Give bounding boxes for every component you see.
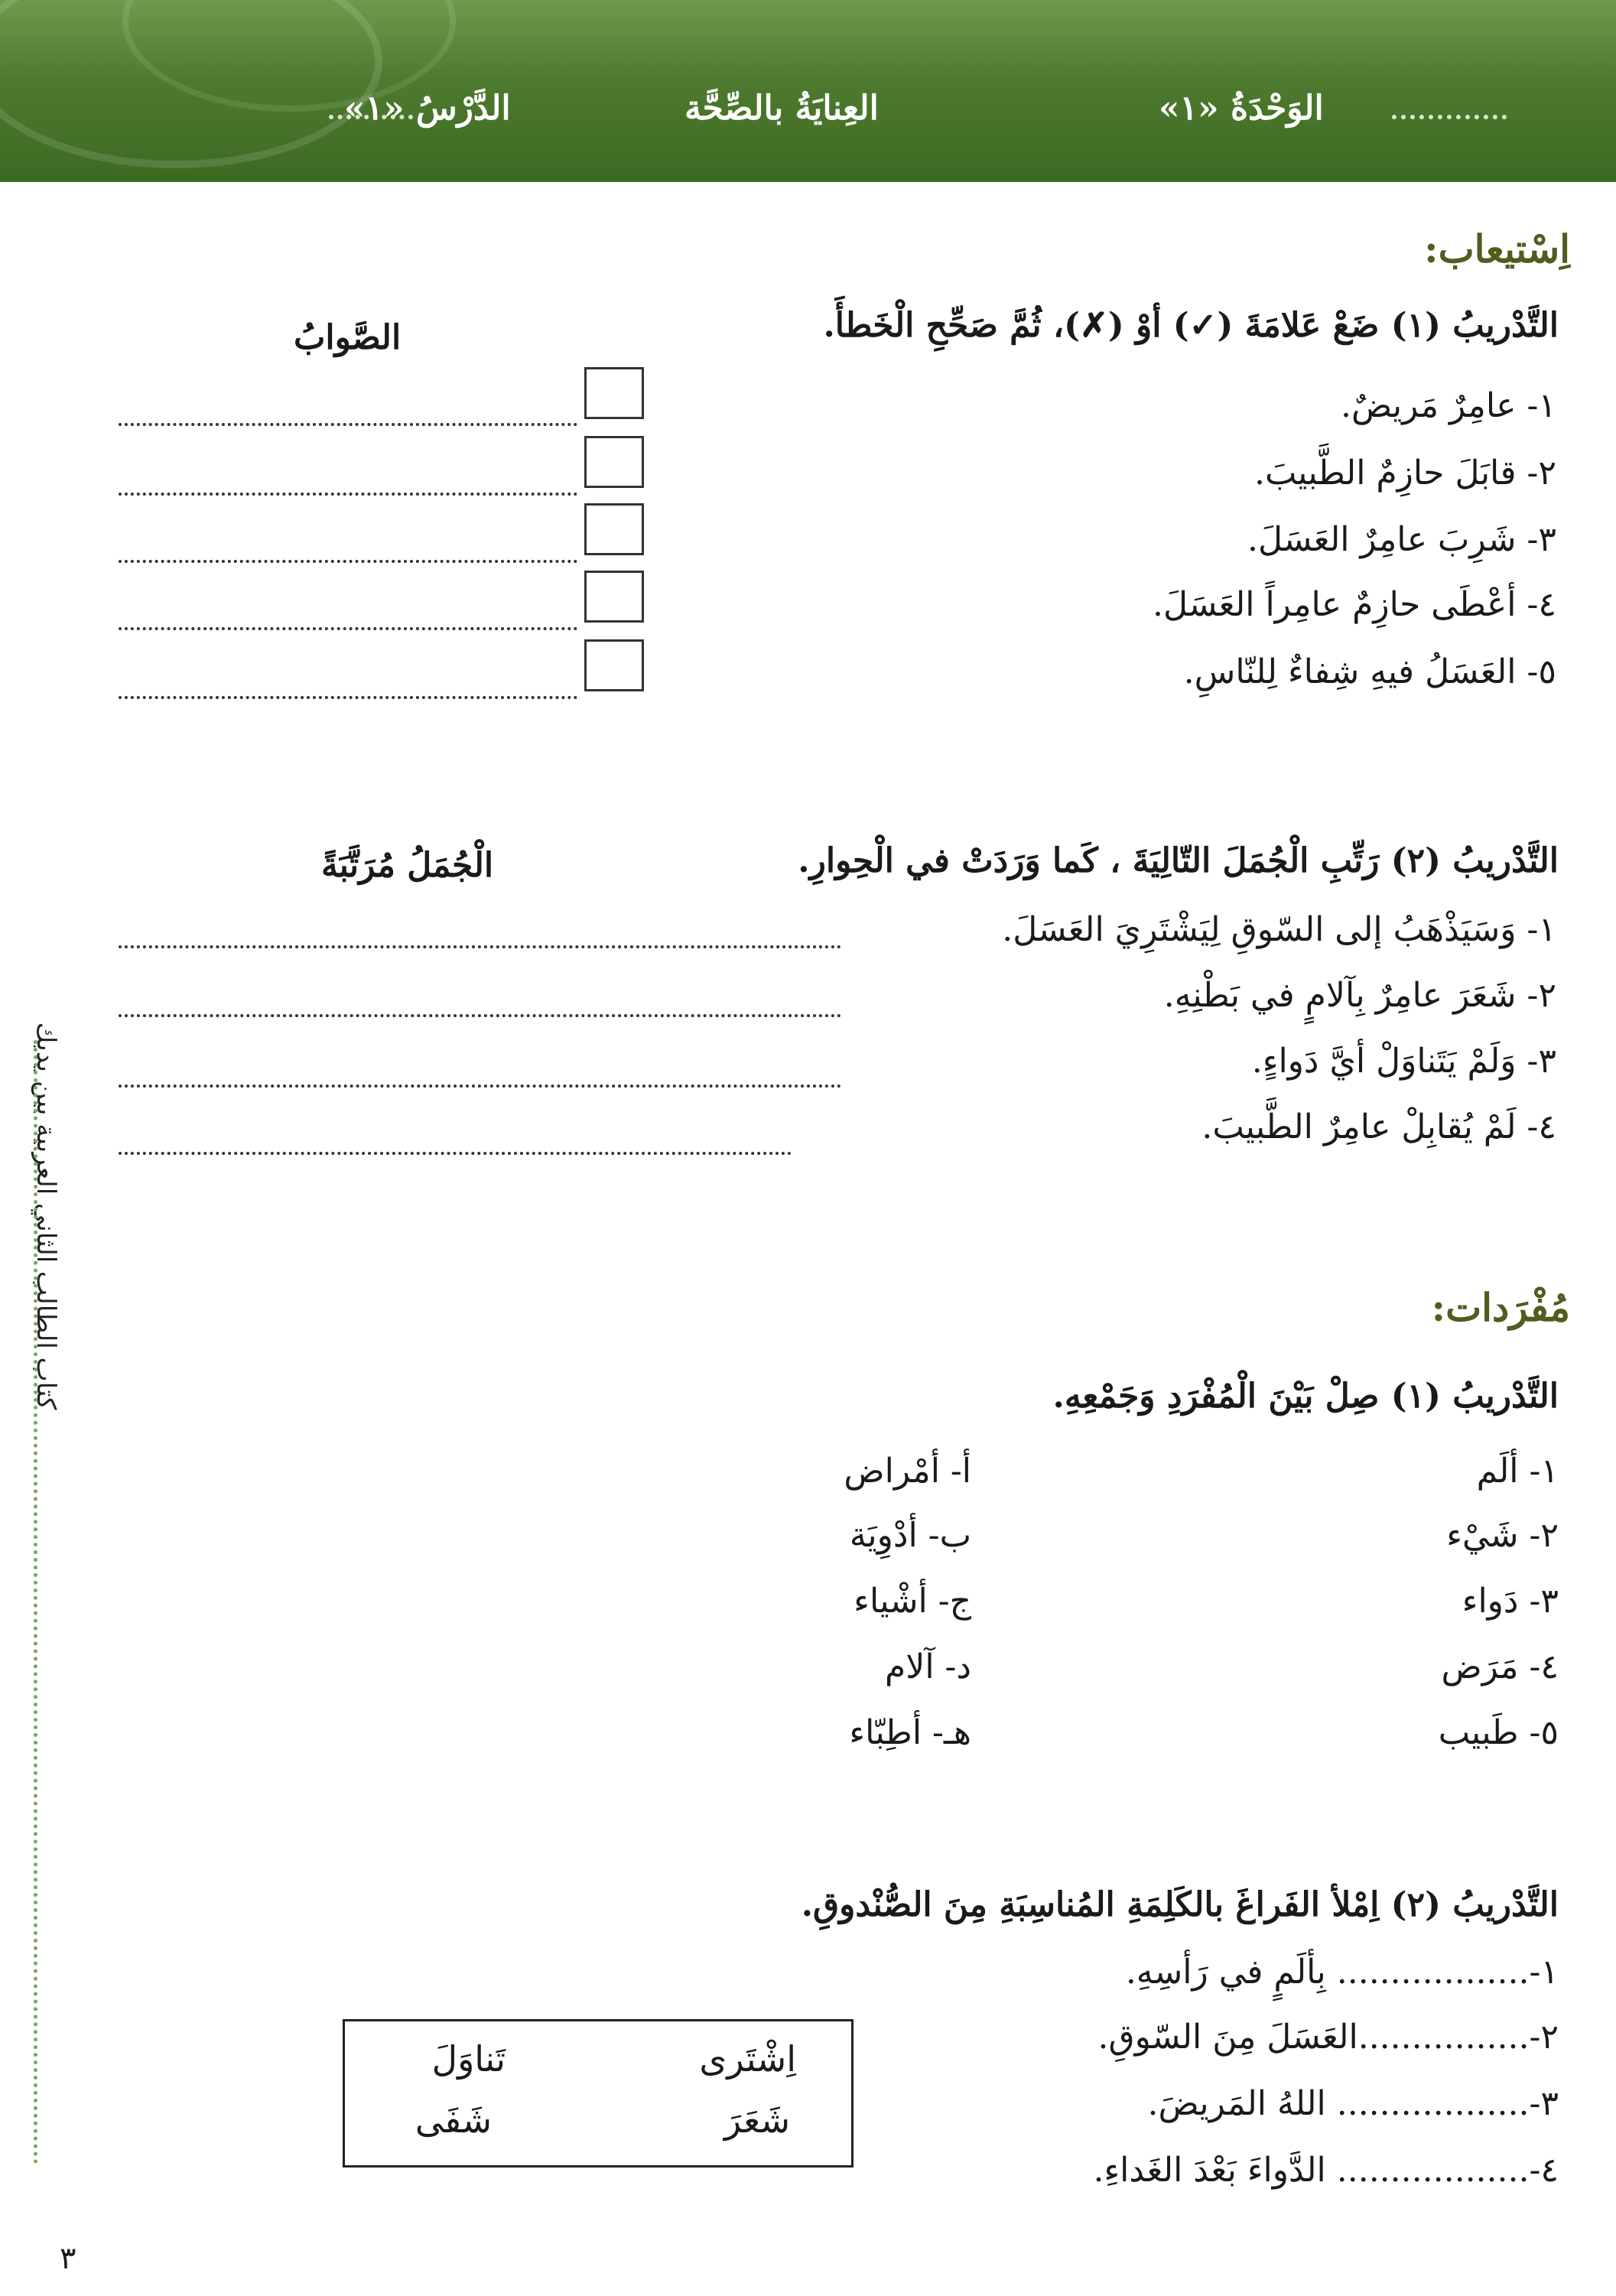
- plural-item[interactable]: ب- أدْوِيَة: [849, 1516, 971, 1555]
- correction-line[interactable]: [119, 696, 577, 699]
- fill-blank-item[interactable]: ٢-................العَسَلَ مِنَ السّوقِ.: [1097, 2018, 1559, 2057]
- correction-line[interactable]: [119, 627, 577, 630]
- plural-item[interactable]: ج- أشْياء: [854, 1582, 971, 1621]
- correction-line[interactable]: [119, 423, 577, 426]
- singular-item[interactable]: ٣- دَواء: [1462, 1582, 1559, 1621]
- ex1-item: ١- عامِرٌ مَريضٌ.: [1341, 386, 1556, 425]
- plural-item[interactable]: هـ- أطِبّاء: [849, 1713, 971, 1752]
- singular-item[interactable]: ١- ألَم: [1476, 1452, 1559, 1491]
- order-line[interactable]: [119, 945, 841, 948]
- word-bank-item: شَفَى: [415, 2099, 492, 2141]
- header-title: العِنايَةُ بالصِّحَّة: [684, 89, 879, 128]
- correction-column-head: الصَّوابُ: [294, 318, 402, 357]
- header-banner: [0, 0, 1616, 182]
- correction-line[interactable]: [119, 493, 577, 496]
- answer-checkbox[interactable]: [584, 436, 644, 488]
- vocabulary-title: مُفْرَدات:: [1431, 1285, 1570, 1330]
- vocab-ex2-title: التَّدْريبُ (٢) اِمْلأ الفَراغَ بالكَلِمَةِ المُناسِبَةِ مِنَ الصُّنْدوقِ.: [801, 1885, 1559, 1924]
- ex1-item: ٤- أعْطَى حازِمٌ عامِراً العَسَلَ.: [1153, 585, 1556, 624]
- comprehension-title: اِسْتيعاب:: [1424, 226, 1570, 272]
- ex1-item: ٢- قابَلَ حازِمٌ الطَّبيبَ.: [1253, 454, 1556, 493]
- order-line[interactable]: [119, 1085, 841, 1088]
- answer-checkbox[interactable]: [584, 367, 644, 419]
- unit-label: الوَحْدَةُ «١»: [1159, 89, 1324, 128]
- side-book-label: كتاب الطالب الثاني العربية بين يديك: [31, 1022, 61, 1410]
- ex1-title: التَّدْريبُ (١) ضَعْ عَلامَةَ (✓) أوْ (✗)، ثُمَّ صَحِّحِ الْخَطأَ.: [823, 306, 1559, 345]
- singular-item[interactable]: ٢- شَيْء: [1446, 1516, 1559, 1555]
- lesson-label: الدَّرْسُ «١»: [344, 89, 511, 128]
- ex2-title: التَّدْريبُ (٢) رَتِّبِ الْجُمَلَ التّالِيَةَ ، كَما وَرَدَتْ في الْحِوارِ.: [798, 841, 1559, 880]
- plural-item[interactable]: د- آلام: [884, 1647, 971, 1686]
- ex2-item: ٣- وَلَمْ يَتَناوَلْ أيَّ دَواءٍ.: [1251, 1042, 1556, 1081]
- ex2-item: ٢- شَعَرَ عامِرٌ بِآلامٍ في بَطْنِهِ.: [1163, 976, 1556, 1015]
- word-bank-item: اِشْتَرى: [699, 2038, 796, 2080]
- ex2-item: ٤- لَمْ يُقابِلْ عامِرٌ الطَّبيبَ.: [1201, 1107, 1556, 1146]
- answer-checkbox[interactable]: [584, 639, 644, 691]
- fill-blank-item[interactable]: ٤-.................. الدَّواءَ بَعْدَ الغَداءِ.: [1093, 2151, 1559, 2190]
- ex1-item: ٥- العَسَلُ فيهِ شِفاءٌ لِلنّاسِ.: [1183, 652, 1556, 691]
- singular-item[interactable]: ٥- طَبيب: [1438, 1713, 1559, 1752]
- answer-checkbox[interactable]: [584, 503, 644, 555]
- order-line[interactable]: [119, 1152, 792, 1155]
- ex2-item: ١- وَسَيَذْهَبُ إلى السّوقِ لِيَشْتَرِيَ العَسَلَ.: [1002, 910, 1556, 949]
- singular-item[interactable]: ٤- مَرَض: [1441, 1647, 1559, 1686]
- word-bank-box: [343, 2019, 854, 2168]
- vocab-ex1-title: التَّدْريبُ (١) صِلْ بَيْنَ الْمُفْرَدِ وَجَمْعِهِ.: [1052, 1377, 1559, 1416]
- word-bank-item: تَناوَلَ: [431, 2038, 506, 2080]
- ordered-column-head: الْجُمَلُ مُرَتَّبَةً: [321, 846, 494, 885]
- correction-line[interactable]: [119, 560, 577, 563]
- order-line[interactable]: [119, 1014, 841, 1017]
- answer-checkbox[interactable]: [584, 571, 644, 623]
- header-dots-right: [1392, 115, 1507, 119]
- fill-blank-item[interactable]: ٣-.................. اللهُ المَريضَ.: [1147, 2084, 1559, 2123]
- plural-item[interactable]: أ- أمْراض: [844, 1452, 971, 1491]
- side-dotted-line: [34, 1040, 37, 2164]
- word-bank-item: شَعَرَ: [723, 2099, 790, 2141]
- ex1-item: ٣- شَرِبَ عامِرٌ العَسَلَ.: [1247, 520, 1556, 559]
- page-number: ٣: [60, 2241, 76, 2276]
- fill-blank-item[interactable]: ١-.................. بِألَمٍ في رَأسِهِ.: [1125, 1953, 1559, 1992]
